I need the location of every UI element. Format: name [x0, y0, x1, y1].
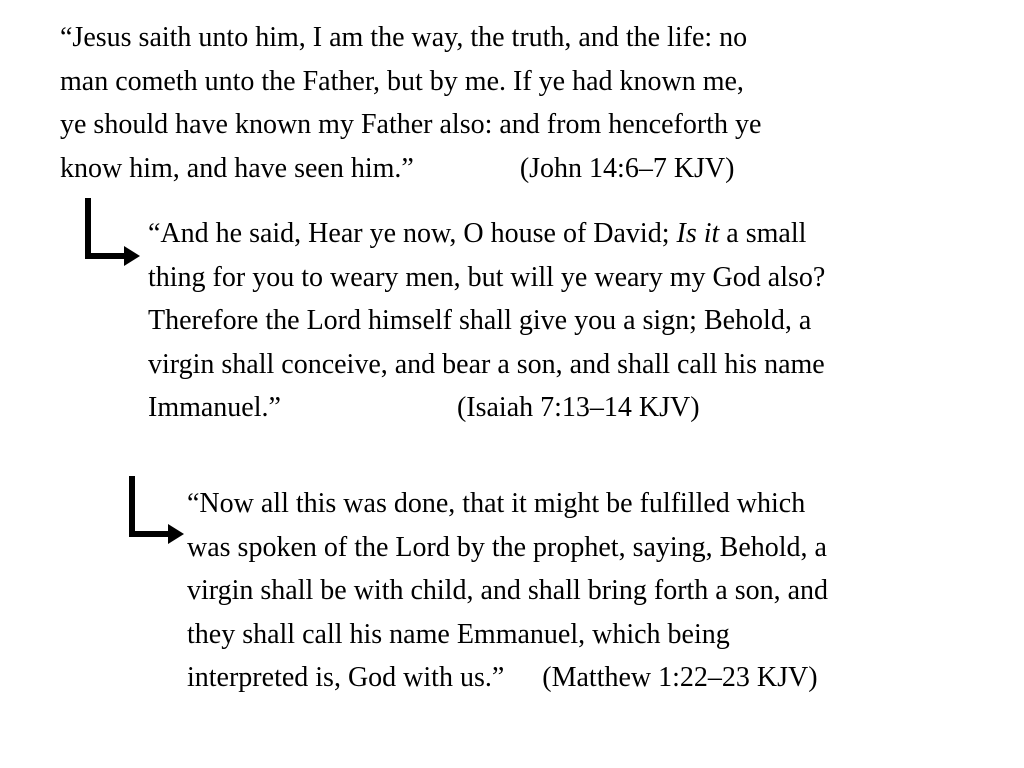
quote-line: thing for you to weary men, but will ye weary my God also? [148, 261, 826, 293]
quote-line-last [187, 656, 828, 700]
down-right-arrow-icon [124, 474, 186, 546]
down-right-arrow-icon [80, 196, 142, 268]
quote-text: “And he said, Hear ye now, O house of David; [148, 218, 677, 249]
quote-matthew [187, 482, 828, 700]
quote-isaiah [148, 212, 825, 430]
quote-line: was spoken of the Lord by the prophet, saying, Behold, a [187, 531, 827, 563]
quote-line: they shall call his name Emmanuel, which being [187, 618, 730, 650]
quote-line: virgin shall be with child, and shall bring forth a son, and [187, 575, 829, 606]
scripture-reference: (Isaiah 7:13–14 KJV) [456, 392, 700, 423]
quote-line: Therefore the Lord himself shall give you a sign; Behold, a [148, 305, 812, 336]
quote-line: man cometh unto the Father, but by me. If ye had known me, [60, 65, 744, 97]
quote-line: virgin shall conceive, and bear a son, and shall call his name [148, 348, 825, 380]
quote-line: ye should have known my Father also: and from henceforth ye [60, 109, 762, 140]
scripture-reference: (Matthew 1:22–23 KJV) [542, 662, 818, 693]
quote-line-last [60, 147, 761, 191]
quote-text: Immanuel.” [148, 392, 281, 423]
scripture-reference: (John 14:6–7 KJV) [519, 152, 735, 184]
quote-line-first [148, 212, 825, 256]
italic-text: Is it [676, 218, 720, 249]
quote-text: interpreted is, God with us.” [187, 662, 505, 693]
quote-line: “Jesus saith unto him, I am the way, the truth, and the life: no [60, 22, 748, 53]
quote-line: “Now all this was done, that it might be fulfilled which [187, 488, 806, 519]
quote-john [60, 16, 761, 190]
quote-text: know him, and have seen him.” [60, 152, 414, 184]
quote-line-last [148, 386, 825, 430]
quote-text: a small [719, 218, 807, 249]
